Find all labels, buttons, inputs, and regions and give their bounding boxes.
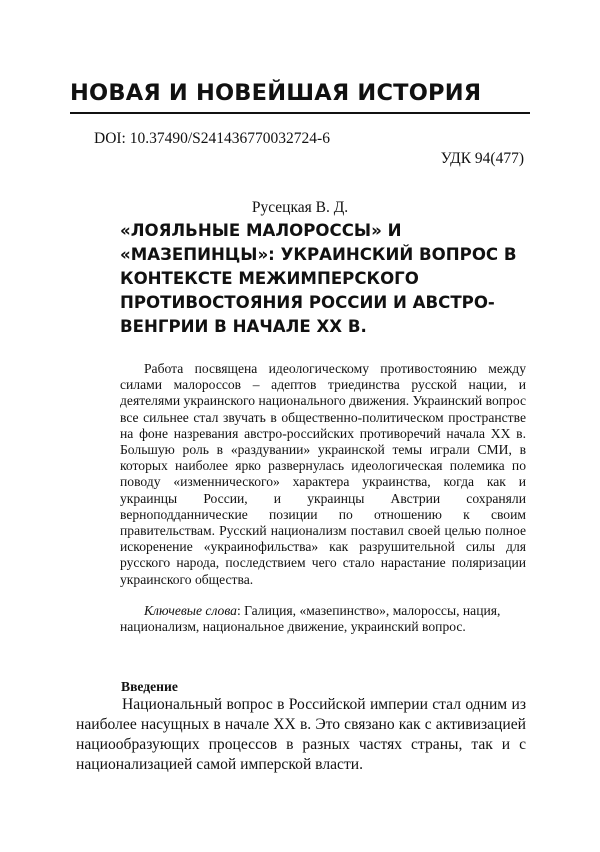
- title-line: «ЛОЯЛЬНЫЕ МАЛОРОССЫ» И: [120, 219, 526, 243]
- introduction-heading: Введение: [121, 679, 178, 695]
- title-line: ВЕНГРИИ В НАЧАЛЕ XX В.: [120, 315, 526, 339]
- keywords-list: : Галиция, «мазепинство», малороссы, нация, национализм, национальное движение, украинский вопрос.: [120, 603, 500, 634]
- title-line: ПРОТИВОСТОЯНИЯ РОССИИ И АВСТРО-: [120, 291, 526, 315]
- article-title: [120, 219, 526, 339]
- header-divider: [70, 112, 530, 114]
- doi-identifier: DOI: 10.37490/S241436770032724-6: [94, 130, 330, 148]
- abstract: [120, 361, 526, 588]
- introduction-body: [76, 695, 526, 775]
- keywords: [120, 603, 526, 635]
- udk-code: УДК 94(477): [441, 150, 524, 168]
- author-name: Русецкая В. Д.: [0, 199, 600, 217]
- title-line: КОНТЕКСТЕ МЕЖИМПЕРСКОГО: [120, 267, 526, 291]
- journal-section-title: НОВАЯ И НОВЕЙШАЯ ИСТОРИЯ: [70, 78, 530, 108]
- keywords-label: Ключевые слова: [144, 603, 237, 618]
- introduction-text: Национальный вопрос в Российской империи стал одним из наиболее насущных в начале XX в. Это связано как с активизацией нациообразующих процессов в разных частях страны, так и с национализацией самой имперской власти.: [76, 695, 526, 775]
- abstract-text: Работа посвящена идеологическому противостоянию между силами малороссов – адептов триединства русской нации, и деятелями украинского национального движения. Украинский вопрос все сильнее стал звучать в общественно-политическом пространстве на фоне назревания австро-российских противоречий начала XX в. Большую роль в «раздувании» украинской темы играли СМИ, в которых наиболее ярко развернулась идеологическая полемика по поводу «изменнического» характера украинства, когда как и украинцы России, и украинцы Австрии сохраняли верноподданнические позиции по отношению к своим правительствам. Русский национализм поставил своей целью полное искоренение «украинофильства» как разрушительной силы для русского народа, последствием чего стало нарастание поляризации украинского общества.: [120, 361, 526, 588]
- title-line: «МАЗЕПИНЦЫ»: УКРАИНСКИЙ ВОПРОС В: [120, 243, 526, 267]
